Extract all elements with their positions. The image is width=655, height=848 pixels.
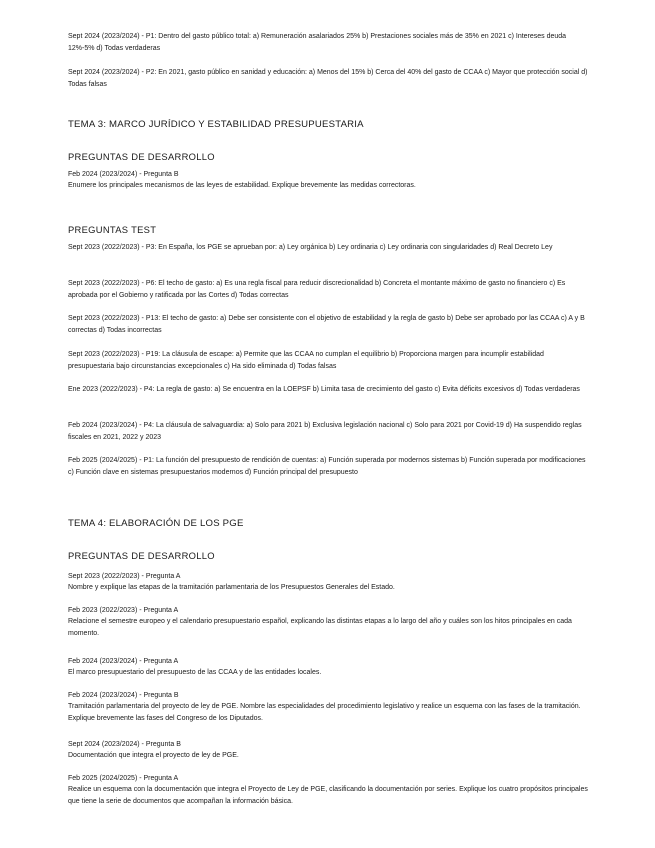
question-meta: Feb 2024 (2023/2024) - Pregunta B	[68, 692, 179, 699]
list-item	[68, 242, 588, 254]
question-text: Relacione el semestre europeo y el calendario presupuestario español, explicando las distintas etapas a lo largo del año y cuáles son los hitos principales en cada momento.	[68, 618, 572, 637]
subsection-heading-desarrollo: PREGUNTAS DE DESARROLLO	[68, 151, 215, 162]
question-text: Sept 2023 (2022/2023) - P6: El techo de gasto: a) Es una regla fiscal para reducir discrecionalidad b) Concreta el montante máximo de gasto no financiero c) Es aprobada por el Gobierno y ratificada por las Cortes d) Todas correctas	[68, 280, 566, 299]
question-meta: Sept 2024 (2023/2024) - Pregunta B	[68, 741, 181, 748]
question-text: Feb 2024 (2023/2024) - P4: La cláusula de salvaguardia: a) Solo para 2021 b) Exclusiva legislación nacional c) Solo para 2021 por Covid-19 d) Ha suspendido reglas fiscales en 2021, 2022 y 2023	[68, 422, 582, 441]
section-title-tema-3: TEMA 3: MARCO JURÍDICO Y ESTABILIDAD PRESUPUESTARIA	[68, 119, 364, 130]
section-title-tema-4: TEMA 4: ELABORACIÓN DE LOS PGE	[68, 518, 244, 529]
list-item	[68, 313, 588, 337]
list-item	[68, 739, 588, 762]
question-text: Sept 2023 (2022/2023) - P3: En España, los PGE se aprueban por: a) Ley orgánica b) Ley ordinaria c) Ley ordinaria con singularidades d) Real Decreto Ley	[68, 244, 553, 251]
question-text: Ene 2023 (2022/2023) - P4: La regla de gasto: a) Se encuentra en la LOEPSF b) Limita tasa de crecimiento del gasto c) Evita déficits excesivos d) Todas verdaderas	[68, 386, 580, 393]
list-item	[68, 67, 588, 91]
list-item	[68, 656, 588, 679]
question-text: Sept 2024 (2023/2024) - P2: En 2021, gasto público en sanidad y educación: a) Menos del 15% b) Cerca del 40% del gasto de CCAA c) Mayor que protección social d) Todas falsas	[68, 69, 588, 88]
list-item	[68, 455, 588, 479]
list-item	[68, 420, 588, 444]
question-meta: Feb 2025 (2024/2025) - Pregunta A	[68, 775, 179, 782]
list-item	[68, 278, 588, 302]
list-item	[68, 169, 588, 192]
question-text: Documentación que integra el proyecto de ley de PGE.	[68, 752, 239, 759]
question-meta: Feb 2024 (2023/2024) - Pregunta A	[68, 658, 179, 665]
question-text: Tramitación parlamentaria del proyecto de ley de PGE. Nombre las especialidades del procedimiento legislativo y realice un esquema con las fases de la tramitación. Explique brevemente las fases del Congreso de los Diputados.	[68, 703, 581, 722]
question-text: Feb 2025 (2024/2025) - P1: La función del presupuesto de rendición de cuentas: a) Función superada por modernos sistemas b) Función superada por modificaciones c) Función clave en sistemas presupuestarios modernos d) Función principal del presupuesto	[68, 457, 586, 476]
question-text: Sept 2024 (2023/2024) - P1: Dentro del gasto público total: a) Remuneración asalariados 25% b) Prestaciones sociales más de 35% en 2021 c) Intereses deuda 12%-5% d) Todas verdaderas	[68, 33, 567, 52]
list-item	[68, 605, 588, 639]
question-text: Realice un esquema con la documentación que integra el Proyecto de Ley de PGE, clasificando la documentación por series. Explique los cuatro propósitos principales que tiene la serie de documentos que acompañan la información básica.	[68, 786, 588, 805]
subsection-heading-desarrollo: PREGUNTAS DE DESARROLLO	[68, 550, 215, 561]
question-meta: Sept 2023 (2022/2023) - Pregunta A	[68, 573, 181, 580]
question-text: Enumere los principales mecanismos de las leyes de estabilidad. Explique brevemente las medidas correctoras.	[68, 182, 416, 189]
list-item	[68, 773, 588, 807]
list-item	[68, 571, 588, 594]
question-meta: Feb 2023 (2022/2023) - Pregunta A	[68, 607, 179, 614]
list-item	[68, 349, 588, 373]
question-meta: Feb 2024 (2023/2024) - Pregunta B	[68, 171, 179, 178]
list-item	[68, 384, 588, 396]
question-text: El marco presupuestario del presupuesto de las CCAA y de las entidades locales.	[68, 669, 322, 676]
question-text: Sept 2023 (2022/2023) - P13: El techo de gasto: a) Debe ser consistente con el objetivo de estabilidad y la regla de gasto b) Debe ser aprobado por las CCAA c) A y B correctas d) Todas incorrectas	[68, 315, 585, 334]
list-item	[68, 31, 588, 55]
list-item	[68, 690, 588, 724]
question-text: Nombre y explique las etapas de la tramitación parlamentaria de los Presupuestos Generales del Estado.	[68, 584, 395, 591]
subsection-heading-test: PREGUNTAS TEST	[68, 224, 157, 235]
question-text: Sept 2023 (2022/2023) - P19: La cláusula de escape: a) Permite que las CCAA no cumplan el equilibrio b) Proporciona margen para incumplir estabilidad presupuestaria bajo circunstancias excepcionales c) Ha sido eliminada d) Todas falsas	[68, 351, 544, 370]
